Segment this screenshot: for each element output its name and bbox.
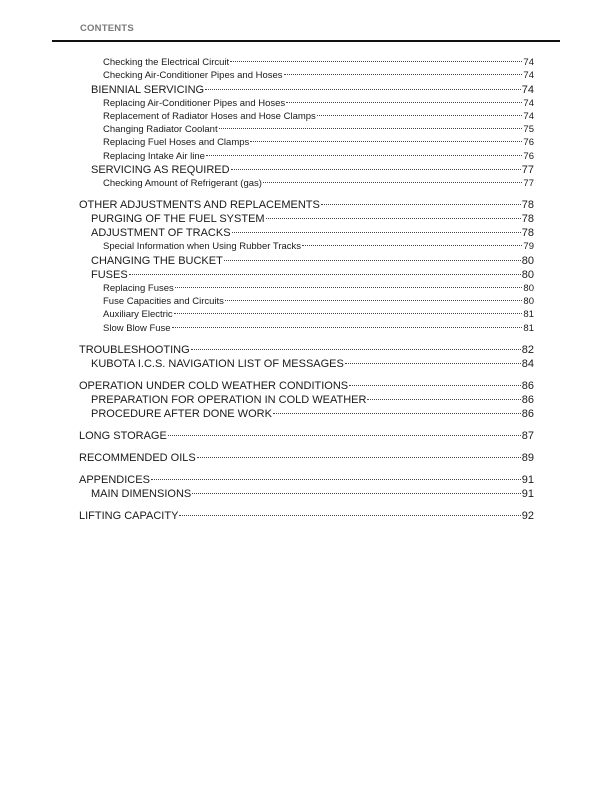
- dot-leader: [179, 515, 520, 516]
- toc-entry-title: Replacing Intake Air line: [103, 150, 205, 162]
- toc-entry-page-number: 92: [521, 509, 534, 522]
- toc-entry[interactable]: [79, 212, 534, 226]
- table-of-contents: [79, 56, 534, 523]
- toc-entry-title: Replacing Air-Conditioner Pipes and Hoses: [103, 97, 286, 109]
- dot-leader: [317, 115, 523, 116]
- dot-leader: [349, 385, 521, 386]
- toc-entry-page-number: 74: [523, 70, 534, 82]
- toc-entry[interactable]: [79, 357, 534, 371]
- dot-leader: [197, 457, 521, 458]
- toc-entry-page-number: 76: [523, 150, 534, 162]
- dot-leader: [250, 141, 522, 142]
- toc-entry-title: Fuse Capacities and Circuits: [103, 295, 224, 307]
- toc-entry[interactable]: [79, 282, 534, 295]
- toc-entry[interactable]: [79, 343, 534, 357]
- toc-entry[interactable]: [79, 254, 534, 268]
- toc-entry[interactable]: [79, 268, 534, 282]
- toc-entry-title: MAIN DIMENSIONS: [91, 487, 192, 500]
- toc-entry[interactable]: [79, 56, 534, 69]
- dot-leader: [174, 313, 523, 314]
- section-gap: [79, 371, 534, 379]
- dot-leader: [191, 349, 521, 350]
- section-gap: [79, 335, 534, 343]
- dot-leader: [302, 245, 522, 246]
- toc-entry-title: Checking Amount of Refrigerant (gas): [103, 178, 262, 190]
- toc-entry-page-number: 76: [523, 137, 534, 149]
- toc-entry-title: ADJUSTMENT OF TRACKS: [91, 227, 231, 240]
- dot-leader: [273, 413, 521, 414]
- dot-leader: [175, 287, 523, 288]
- toc-entry-page-number: 86: [521, 379, 534, 392]
- dot-leader: [230, 61, 522, 62]
- toc-entry-title: Checking the Electrical Circuit: [103, 57, 230, 68]
- toc-entry-page-number: 80: [521, 268, 534, 281]
- dot-leader: [225, 300, 523, 301]
- toc-entry[interactable]: [79, 393, 534, 407]
- toc-entry[interactable]: [79, 379, 534, 393]
- dot-leader: [205, 89, 521, 90]
- toc-entry-page-number: 86: [521, 393, 534, 406]
- section-gap: [79, 190, 534, 198]
- toc-entry[interactable]: [79, 97, 534, 110]
- running-header: CONTENTS: [80, 23, 134, 34]
- toc-entry-title: Special Information when Using Rubber Tracks: [103, 241, 302, 253]
- toc-entry-page-number: 84: [521, 357, 534, 370]
- toc-entry[interactable]: [79, 473, 534, 487]
- toc-entry-title: APPENDICES: [79, 473, 150, 486]
- dot-leader: [232, 232, 521, 233]
- toc-entry-title: PROCEDURE AFTER DONE WORK: [91, 407, 272, 420]
- toc-entry-page-number: 78: [521, 213, 534, 226]
- toc-entry-page-number: 78: [521, 199, 534, 212]
- toc-entry-title: PREPARATION FOR OPERATION IN COLD WEATHER: [91, 393, 367, 406]
- toc-entry[interactable]: [79, 240, 534, 253]
- toc-entry-title: PURGING OF THE FUEL SYSTEM: [91, 213, 265, 226]
- toc-entry[interactable]: [79, 295, 534, 308]
- toc-entry[interactable]: [79, 110, 534, 123]
- toc-entry[interactable]: [79, 198, 534, 212]
- dot-leader: [168, 435, 521, 436]
- toc-entry-page-number: 77: [523, 178, 534, 190]
- dot-leader: [192, 493, 521, 494]
- dot-leader: [219, 128, 523, 129]
- toc-entry-title: KUBOTA I.C.S. NAVIGATION LIST OF MESSAGES: [91, 357, 344, 370]
- toc-entry[interactable]: [79, 451, 534, 465]
- toc-entry-page-number: 82: [521, 343, 534, 356]
- toc-entry-page-number: 81: [523, 309, 534, 321]
- toc-entry-page-number: 86: [521, 407, 534, 420]
- toc-entry-page-number: 91: [521, 487, 534, 500]
- toc-entry-title: Slow Blow Fuse: [103, 322, 171, 334]
- dot-leader: [263, 182, 522, 183]
- toc-entry-title: CHANGING THE BUCKET: [91, 254, 223, 267]
- toc-entry[interactable]: [79, 83, 534, 97]
- toc-entry[interactable]: [79, 322, 534, 335]
- dot-leader: [172, 327, 523, 328]
- section-gap: [79, 465, 534, 473]
- toc-entry-title: Auxiliary Electric: [103, 309, 173, 321]
- toc-entry-page-number: 79: [523, 241, 534, 253]
- toc-entry-title: LONG STORAGE: [79, 429, 167, 442]
- toc-entry-title: Replacing Fuses: [103, 282, 174, 294]
- toc-entry-title: Changing Radiator Coolant: [103, 124, 218, 136]
- toc-entry[interactable]: [79, 136, 534, 149]
- dot-leader: [151, 479, 521, 480]
- toc-entry-page-number: 91: [521, 473, 534, 486]
- toc-entry-title: OPERATION UNDER COLD WEATHER CONDITIONS: [79, 379, 349, 392]
- toc-entry[interactable]: [79, 163, 534, 177]
- toc-entry-page-number: 89: [521, 451, 534, 464]
- toc-entry[interactable]: [79, 150, 534, 163]
- toc-entry-title: BIENNIAL SERVICING: [91, 83, 205, 96]
- dot-leader: [284, 74, 523, 75]
- dot-leader: [206, 155, 523, 156]
- toc-entry-title: SERVICING AS REQUIRED: [91, 164, 230, 177]
- toc-entry-page-number: 77: [521, 164, 534, 177]
- toc-entry-page-number: 78: [521, 227, 534, 240]
- toc-entry-page-number: 87: [521, 429, 534, 442]
- toc-entry-page-number: 74: [523, 57, 534, 68]
- toc-entry[interactable]: [79, 308, 534, 321]
- toc-entry-title: Checking Air-Conditioner Pipes and Hoses: [103, 70, 283, 82]
- dot-leader: [367, 399, 520, 400]
- toc-entry[interactable]: [79, 177, 534, 190]
- toc-entry-title: Replacing Fuel Hoses and Clamps: [103, 137, 250, 149]
- dot-leader: [129, 274, 521, 275]
- toc-entry[interactable]: [79, 509, 534, 523]
- toc-entry-title: RECOMMENDED OILS: [79, 451, 196, 464]
- section-gap: [79, 443, 534, 451]
- toc-entry-page-number: 80: [523, 295, 534, 307]
- dot-leader: [321, 204, 521, 205]
- toc-entry[interactable]: [79, 407, 534, 421]
- toc-entry-page-number: 74: [521, 83, 534, 96]
- toc-entry-title: LIFTING CAPACITY: [79, 509, 179, 522]
- section-gap: [79, 421, 534, 429]
- toc-entry-title: OTHER ADJUSTMENTS AND REPLACEMENTS: [79, 199, 320, 212]
- toc-entry[interactable]: [79, 487, 534, 501]
- header-rule: [52, 40, 560, 42]
- toc-entry-page-number: 81: [523, 322, 534, 334]
- toc-entry-title: Replacement of Radiator Hoses and Hose Clamps: [103, 110, 316, 122]
- toc-entry[interactable]: [79, 429, 534, 443]
- dot-leader: [224, 260, 521, 261]
- dot-leader: [345, 363, 521, 364]
- toc-entry[interactable]: [79, 123, 534, 136]
- toc-entry-page-number: 74: [523, 97, 534, 109]
- toc-entry-page-number: 75: [523, 124, 534, 136]
- toc-entry-page-number: 74: [523, 110, 534, 122]
- dot-leader: [231, 169, 521, 170]
- toc-entry-title: FUSES: [91, 268, 128, 281]
- toc-entry-page-number: 80: [523, 282, 534, 294]
- toc-entry[interactable]: [79, 226, 534, 240]
- section-gap: [79, 501, 534, 509]
- toc-entry-page-number: 80: [521, 254, 534, 267]
- dot-leader: [266, 218, 521, 219]
- toc-entry[interactable]: [79, 69, 534, 82]
- dot-leader: [286, 102, 522, 103]
- toc-entry-title: TROUBLESHOOTING: [79, 343, 190, 356]
